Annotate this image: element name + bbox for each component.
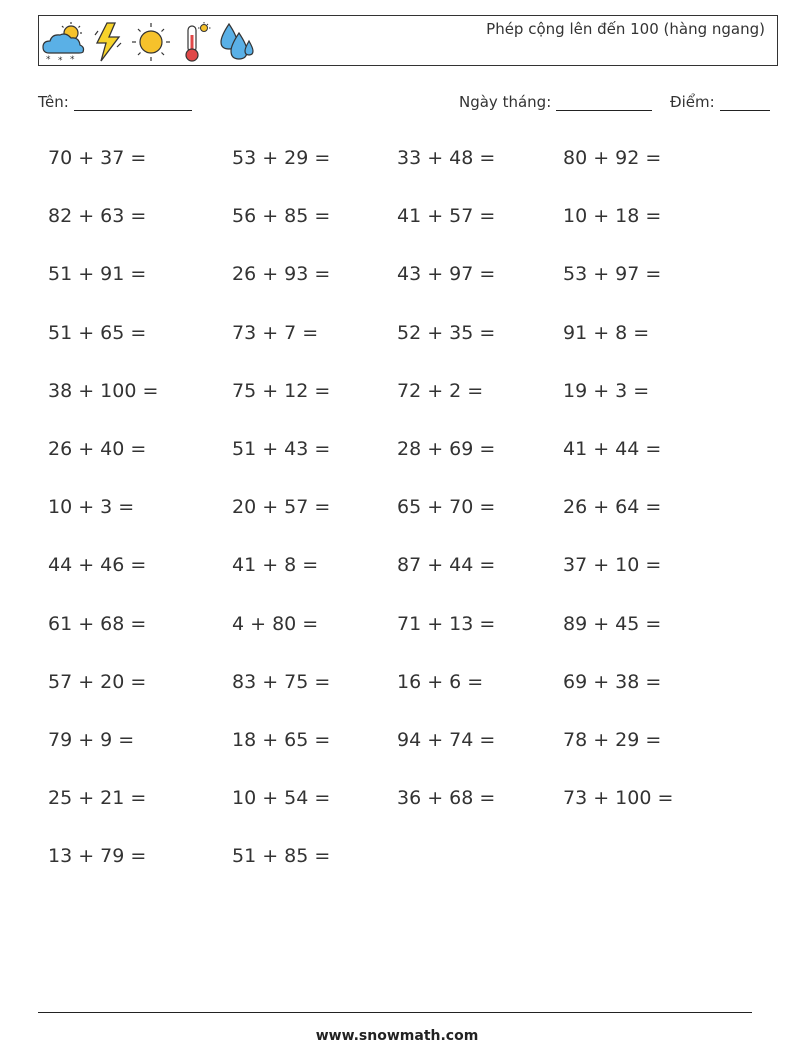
addition-problem: 69 + 38 = [563, 671, 662, 693]
worksheet-title: Phép cộng lên đến 100 (hàng ngang) [486, 20, 765, 38]
date-label: Ngày tháng: [459, 93, 552, 111]
name-label: Tên: [38, 93, 69, 111]
name-line [74, 94, 192, 111]
addition-problem: 19 + 3 = [563, 380, 650, 402]
addition-problem: 18 + 65 = [232, 729, 331, 751]
svg-text:*: * [46, 54, 51, 63]
addition-problem: 53 + 29 = [232, 147, 331, 169]
addition-problem: 52 + 35 = [397, 322, 496, 344]
addition-problem: 51 + 65 = [48, 322, 147, 344]
addition-problem: 70 + 37 = [48, 147, 147, 169]
addition-problem: 71 + 13 = [397, 613, 496, 635]
svg-text:*: * [70, 54, 75, 63]
addition-problem: 26 + 93 = [232, 263, 331, 285]
name-field [38, 93, 192, 111]
sun-icon [129, 21, 173, 63]
date-field [459, 93, 652, 111]
addition-problem: 72 + 2 = [397, 380, 484, 402]
addition-problem: 65 + 70 = [397, 496, 496, 518]
addition-problem: 41 + 8 = [232, 554, 319, 576]
score-line [720, 94, 770, 111]
addition-problem: 57 + 20 = [48, 671, 147, 693]
addition-problem: 87 + 44 = [397, 554, 496, 576]
score-label: Điểm: [670, 93, 715, 111]
addition-problem: 16 + 6 = [397, 671, 484, 693]
addition-problem: 79 + 9 = [48, 729, 135, 751]
addition-problem: 41 + 44 = [563, 438, 662, 460]
addition-problem: 20 + 57 = [232, 496, 331, 518]
water-drops-icon [215, 21, 257, 63]
addition-problem: 53 + 97 = [563, 263, 662, 285]
addition-problem: 13 + 79 = [48, 845, 147, 867]
addition-problem: 41 + 57 = [397, 205, 496, 227]
addition-problem: 89 + 45 = [563, 613, 662, 635]
addition-problem: 78 + 29 = [563, 729, 662, 751]
footer-divider [38, 1012, 752, 1013]
addition-problem: 94 + 74 = [397, 729, 496, 751]
addition-problem: 51 + 85 = [232, 845, 331, 867]
addition-problem: 82 + 63 = [48, 205, 147, 227]
addition-problem: 73 + 7 = [232, 322, 319, 344]
addition-problem: 10 + 3 = [48, 496, 135, 518]
addition-problem: 43 + 97 = [397, 263, 496, 285]
footer-website: www.snowmath.com [315, 1028, 479, 1044]
weather-icons [41, 18, 261, 65]
score-field [670, 93, 770, 111]
worksheet-header [38, 15, 778, 66]
svg-text:*: * [58, 55, 63, 63]
lightning-icon [91, 21, 125, 63]
addition-problem: 33 + 48 = [397, 147, 496, 169]
addition-problem: 44 + 46 = [48, 554, 147, 576]
addition-problem: 10 + 54 = [232, 787, 331, 809]
addition-problem: 51 + 91 = [48, 263, 147, 285]
addition-problem: 75 + 12 = [232, 380, 331, 402]
addition-problem: 91 + 8 = [563, 322, 650, 344]
addition-problem: 4 + 80 = [232, 613, 319, 635]
addition-problem: 38 + 100 = [48, 380, 159, 402]
addition-problem: 28 + 69 = [397, 438, 496, 460]
addition-problem: 80 + 92 = [563, 147, 662, 169]
addition-problem: 10 + 18 = [563, 205, 662, 227]
addition-problem: 73 + 100 = [563, 787, 674, 809]
addition-problem: 25 + 21 = [48, 787, 147, 809]
addition-problem: 83 + 75 = [232, 671, 331, 693]
thermometer-icon [177, 21, 211, 63]
addition-problem: 36 + 68 = [397, 787, 496, 809]
addition-problem: 37 + 10 = [563, 554, 662, 576]
addition-problem: 56 + 85 = [232, 205, 331, 227]
addition-problem: 26 + 40 = [48, 438, 147, 460]
cloud-snow-sun-icon [41, 21, 87, 63]
date-line [556, 94, 652, 111]
addition-problem: 61 + 68 = [48, 613, 147, 635]
addition-problem: 51 + 43 = [232, 438, 331, 460]
addition-problem: 26 + 64 = [563, 496, 662, 518]
